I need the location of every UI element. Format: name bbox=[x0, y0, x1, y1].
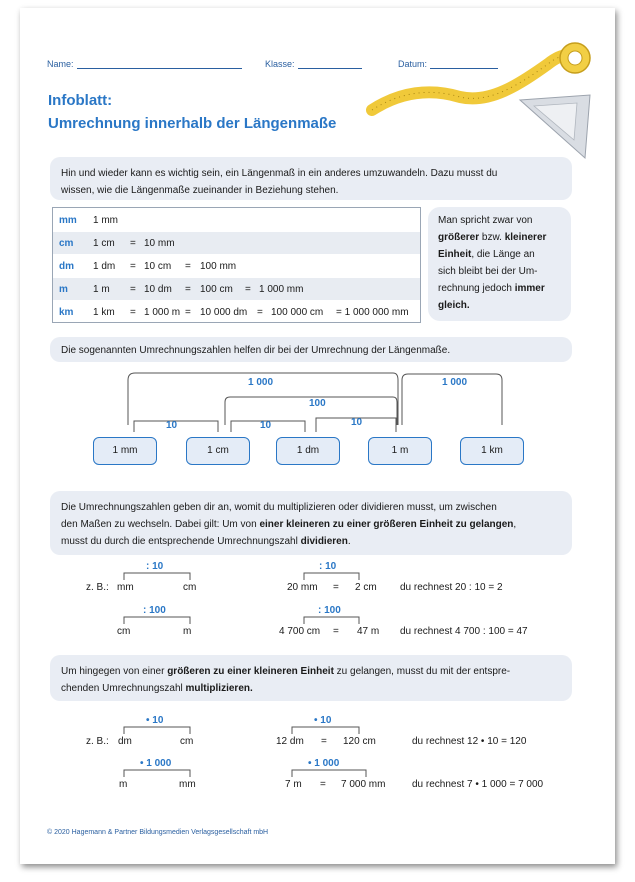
example-op: • 10 bbox=[146, 715, 164, 726]
factor-mm-cm: 10 bbox=[166, 420, 178, 431]
side-note-bold: größerer bbox=[438, 232, 480, 243]
example-left: 20 mm bbox=[287, 582, 318, 593]
example-op: : 10 bbox=[146, 561, 164, 572]
table-unit: mm bbox=[59, 215, 77, 226]
example-from: m bbox=[119, 779, 128, 790]
divide-text: , bbox=[513, 519, 517, 530]
side-note-text: rechnung jedoch bbox=[438, 283, 515, 294]
example-eq: = bbox=[320, 779, 326, 790]
factor-cm-dm: 10 bbox=[260, 420, 272, 431]
side-note-text: bzw. bbox=[479, 232, 505, 243]
table-cell: = bbox=[185, 307, 191, 318]
table-cell: 1 000 mm bbox=[259, 284, 304, 295]
table-cell: = bbox=[185, 284, 191, 295]
multiply-text: Um hingegen von einer bbox=[61, 666, 168, 677]
example-op: • 10 bbox=[314, 715, 332, 726]
example-to: m bbox=[183, 626, 192, 637]
conversion-intro-text: Die sogenannten Umrechnungszahlen helfen dir bei der Umrechnung der Längenmaße. bbox=[61, 345, 451, 356]
example-to: mm bbox=[179, 779, 196, 790]
table-cell: 100 cm bbox=[200, 284, 233, 295]
table-cell: = bbox=[130, 261, 136, 272]
example-from: mm bbox=[117, 582, 134, 593]
table-cell: 10 cm bbox=[144, 261, 172, 272]
example-eq: = bbox=[321, 736, 327, 747]
side-note-text: , die Länge an bbox=[471, 249, 535, 260]
multiply-bold: größeren zu einer kleineren Einheit bbox=[167, 666, 334, 677]
class-label: Klasse: bbox=[265, 59, 295, 69]
multiply-text: chenden Umrechnungszahl bbox=[61, 683, 186, 694]
example-eq: = bbox=[333, 582, 339, 593]
example-right: 2 cm bbox=[355, 582, 377, 593]
example-to: cm bbox=[180, 736, 194, 747]
example-right: 47 m bbox=[357, 626, 380, 637]
multiply-rule-box bbox=[50, 655, 572, 701]
side-note-line1: Man spricht zwar von bbox=[438, 215, 533, 226]
divide-bold: einer kleineren zu einer größeren Einheit zu gelangen bbox=[259, 519, 514, 530]
example-left: 7 m bbox=[285, 779, 302, 790]
example-right: 7 000 mm bbox=[341, 779, 386, 790]
factor-m-km: 1 000 bbox=[442, 377, 468, 388]
intro-line1: Hin und wieder kann es wichtig sein, ein Längenmaß in ein anderes umzuwandeln. Dazu musst du bbox=[61, 168, 498, 179]
example-right: 120 cm bbox=[343, 736, 376, 747]
unit-box-mm: 1 mm bbox=[93, 437, 157, 465]
table-cell: 1 000 m bbox=[144, 307, 181, 318]
divide-bold: dividieren bbox=[300, 536, 348, 547]
example-op: : 100 bbox=[143, 605, 166, 616]
example-calc: du rechnest 12 • 10 = 120 bbox=[412, 736, 527, 747]
name-label: Name: bbox=[47, 59, 74, 69]
divide-line1: Die Umrechnungszahlen geben dir an, womit du multiplizieren oder dividieren musst, um zwischen bbox=[61, 502, 497, 513]
example-op: • 1 000 bbox=[140, 758, 172, 769]
table-cell: 1 m bbox=[93, 284, 110, 295]
table-cell: = 1 000 000 mm bbox=[336, 307, 409, 318]
table-cell: = bbox=[130, 284, 136, 295]
factor-mm-m: 1 000 bbox=[248, 377, 274, 388]
table-cell: 1 km bbox=[93, 307, 115, 318]
example-from: dm bbox=[118, 736, 132, 747]
example-op: • 1 000 bbox=[308, 758, 340, 769]
example-op: : 10 bbox=[319, 561, 337, 572]
table-unit: cm bbox=[59, 238, 74, 249]
table-cell: 10 000 dm bbox=[200, 307, 248, 318]
table-cell: 10 dm bbox=[144, 284, 172, 295]
title-line1: Infoblatt: bbox=[48, 92, 113, 109]
intro-line2: wissen, wie die Längenmaße zueinander in Beziehung stehen. bbox=[61, 185, 339, 196]
side-note-line4: sich bleibt bei der Um- bbox=[438, 266, 538, 277]
table-cell: = bbox=[245, 284, 251, 295]
table-cell: = bbox=[185, 261, 191, 272]
factor-cm-m: 100 bbox=[309, 398, 326, 409]
unit-box-m: 1 m bbox=[368, 437, 432, 465]
divide-text: den Maßen zu wechseln. Dabei gilt: Um von bbox=[61, 519, 260, 530]
title-line2: Umrechnung innerhalb der Längenmaße bbox=[48, 115, 337, 132]
multiply-line2 bbox=[61, 680, 253, 697]
example-prefix: z. B.: bbox=[86, 736, 109, 747]
factor-dm-m: 10 bbox=[351, 417, 363, 428]
side-note-bold: gleich. bbox=[438, 300, 470, 311]
example-prefix: z. B.: bbox=[86, 582, 109, 593]
unit-box-dm: 1 dm bbox=[276, 437, 340, 465]
example-calc: du rechnest 4 700 : 100 = 47 bbox=[400, 626, 528, 637]
table-cell: 1 dm bbox=[93, 261, 116, 272]
example-eq: = bbox=[333, 626, 339, 637]
table-unit: m bbox=[59, 284, 68, 295]
example-from: cm bbox=[117, 626, 131, 637]
table-cell: 100 000 cm bbox=[271, 307, 324, 318]
example-calc: du rechnest 7 • 1 000 = 7 000 bbox=[412, 779, 544, 790]
multiply-text: zu gelangen, musst du mit der entspre- bbox=[333, 666, 511, 677]
date-label: Datum: bbox=[398, 59, 428, 69]
table-unit: dm bbox=[59, 261, 74, 272]
unit-box-km: 1 km bbox=[460, 437, 524, 465]
divide-text: musst du durch die entsprechende Umrechnungszahl bbox=[61, 536, 301, 547]
example-calc: du rechnest 20 : 10 = 2 bbox=[400, 582, 503, 593]
table-cell: 100 mm bbox=[200, 261, 237, 272]
table-cell: = bbox=[130, 307, 136, 318]
side-note-bold: Einheit bbox=[438, 249, 472, 260]
example-op: : 100 bbox=[318, 605, 341, 616]
divide-text: . bbox=[347, 536, 351, 547]
side-note-bold: immer bbox=[514, 283, 545, 294]
table-cell: 10 mm bbox=[144, 238, 175, 249]
table-cell: = bbox=[257, 307, 263, 318]
example-to: cm bbox=[183, 582, 197, 593]
example-left: 4 700 cm bbox=[279, 626, 321, 637]
unit-box-cm: 1 cm bbox=[186, 437, 250, 465]
table-cell: = bbox=[130, 238, 136, 249]
table-unit: km bbox=[59, 307, 74, 318]
multiply-line1 bbox=[61, 663, 510, 680]
footer-copyright: © 2020 Hagemann & Partner Bildungsmedien Verlagsgesellschaft mbH bbox=[47, 829, 269, 836]
table-cell: 1 mm bbox=[93, 215, 118, 226]
table-cell: 1 cm bbox=[93, 238, 115, 249]
example-left: 12 dm bbox=[276, 736, 304, 747]
side-note-bold: kleinerer bbox=[504, 232, 547, 243]
multiply-bold: multiplizieren. bbox=[185, 683, 253, 694]
